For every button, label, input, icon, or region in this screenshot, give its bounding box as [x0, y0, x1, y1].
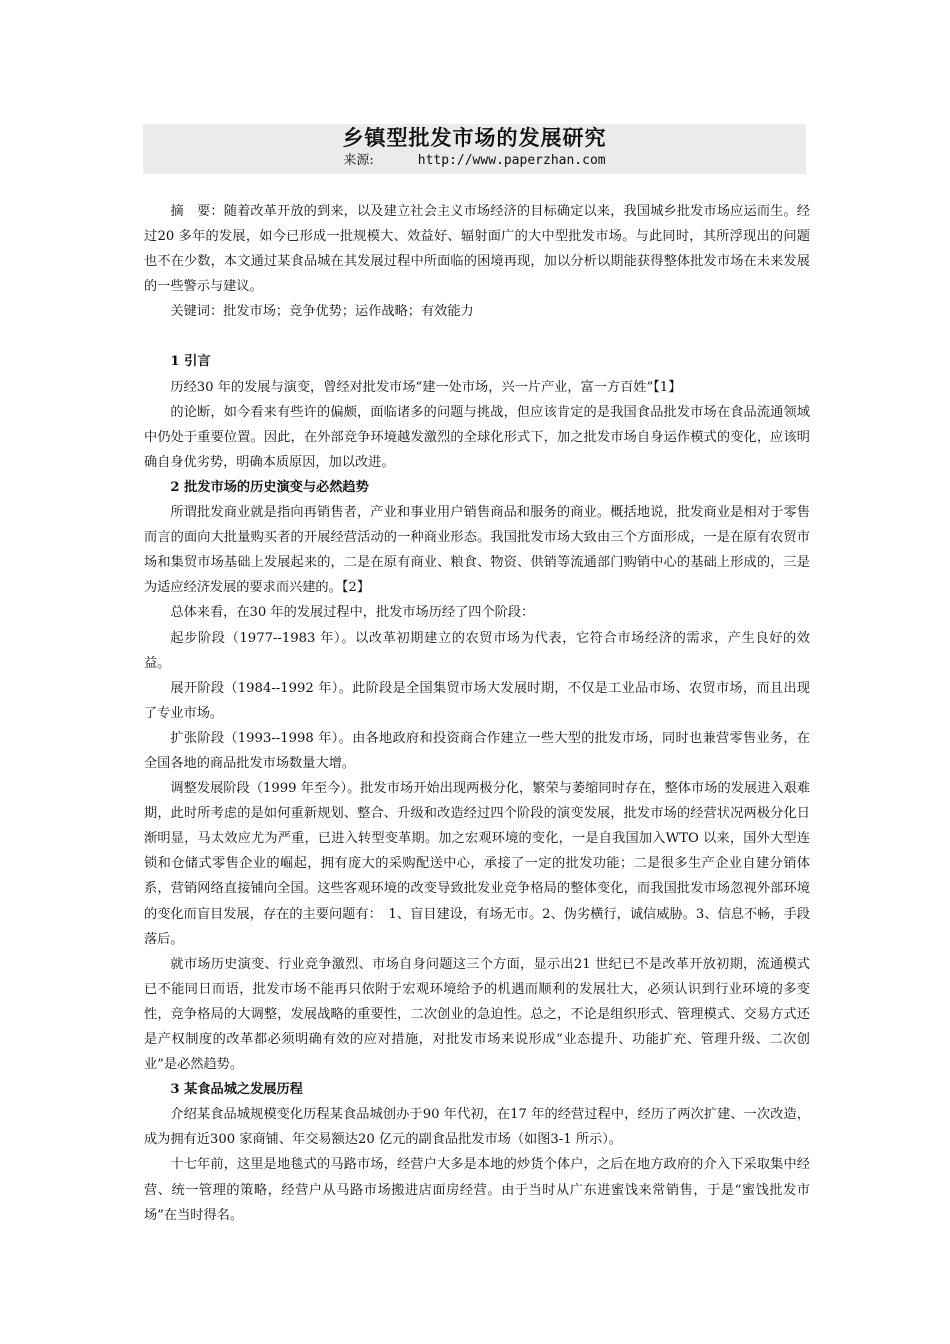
- title-banner: [143, 124, 806, 174]
- paragraph: 十七年前，这里是地毯式的马路市场，经营户大多是本地的炒货个体户，之后在地方政府的介入下采取集中经营、统一管理的策略，经营户从马路市场搬进店面房经营。由于当时从广东进蜜饯来常销售，于是“蜜饯批发市场”在当时得名。: [144, 1157, 810, 1223]
- paragraph: 调整发展阶段（1999 年至今）。批发市场开始出现两极分化，繁荣与萎缩同时存在，整体市场的发展进入艰难期，此时所考虑的是如何重新规划、整合、升级和改造经过四个阶段的演变发展，批发市场的经营状况两极分化日渐明显，马太效应尤为严重，已进入转型变革期。加之宏观环境的变化，一是自我国加入WTO 以来，国外大型连锁和仓储式零售企业的崛起，拥有庞大的采购配送中心，承接了一定的批发功能；二是很多生产企业自建分销体系，营销网络直接铺向全国。这些客观环境的改变导致批发业竞争格局的整体变化，而我国批发市场忽视外部环境的变化而盲目发展，存在的主要问题有： 1、盲目建设，有场无市。2、伪劣横行，诚信威胁。3、信息不畅，手段落后。: [144, 781, 810, 947]
- paragraph: 总体来看，在30 年的发展过程中，批发市场历经了四个阶段：: [170, 605, 535, 621]
- paragraph: 所谓批发商业就是指向再销售者，产业和事业用户销售商品和服务的商业。概括地说，批发商业是相对于零售而言的面向大批量购买者的开展经营活动的一种商业形态。我国批发市场大致由三个方面形成，一是在原有农贸市场和集贸市场基础上发展起来的，二是在原有商业、粮食、物资、供销等流通部门购销中心的基础上形成的，三是为适应经济发展的要求而兴建的。【2】: [144, 505, 810, 596]
- source-label: 来源:: [343, 153, 374, 168]
- keywords-paragraph: 关键词：批发市场；竞争优势；运作战略；有效能力: [170, 304, 474, 320]
- paragraph: 就市场历史演变、行业竞争激烈、市场自身问题这三个方面，显示出21 世纪已不是改革开放初期，流通模式已不能同日而语，批发市场不能再只依附于宏观环境给予的机遇而顺利的发展壮大，必须认识到行业环境的多变性，竞争格局的大调整，发展战略的重要性，二次创业的急迫性。总之，不论是组织形式、管理模式、交易方式还是产权制度的改革都必须明确有效的应对措施，对批发市场来说形成“业态提升、功能扩充、管理升级、二次创业”是必然趋势。: [144, 956, 810, 1073]
- paragraph: 介绍某食品城规模变化历程某食品城创办于90 年代初，在17 年的经营过程中，经历了两次扩建、一次改造，成为拥有近300 家商铺、年交易额达20 亿元的副食品批发市场（如图3-1 所示）。: [144, 1107, 810, 1148]
- section-heading-1: 1 引言: [170, 354, 211, 370]
- abstract-paragraph: 摘 要：随着改革开放的到来，以及建立社会主义市场经济的目标确定以来，我国城乡批发市场应运而生。经过20 多年的发展，如今已形成一批规模大、效益好、辐射面广的大中型批发市场。与此同时，其所浮现出的问题也不在少数，本文通过某食品城在其发展过程中所面临的困境再现，加以分析以期能获得整体批发市场在未来发展的一些警示与建议。: [144, 204, 810, 295]
- article-body: [144, 199, 810, 1228]
- section-heading-2: 2 批发市场的历史演变与必然趋势: [170, 479, 369, 495]
- source-line: [143, 152, 806, 170]
- section-heading-3: 3 某食品城之发展历程: [170, 1082, 303, 1098]
- paragraph: 扩张阶段（1993--1998 年）。由各地政府和投资商合作建立一些大型的批发市场，同时也兼营零售业务，在全国各地的商品批发市场数量大增。: [144, 730, 810, 771]
- spacer: [144, 324, 810, 349]
- paragraph: 起步阶段（1977--1983 年）。以改革初期建立的农贸市场为代表，它符合市场经济的需求，产生良好的效益。: [144, 630, 810, 671]
- paragraph: 历经30 年的发展与演变，曾经对批发市场“建一处市场，兴一片产业，富一方百姓”【1】: [170, 379, 682, 395]
- source-url: http://www.paperzhan.com: [417, 153, 606, 168]
- paragraph: 展开阶段（1984--1992 年）。此阶段是全国集贸市场大发展时期，不仅是工业品市场、农贸市场，而且出现了专业市场。: [144, 680, 810, 721]
- page-title: 乡镇型批发市场的发展研究: [342, 126, 607, 150]
- paragraph: 的论断，如今看来有些许的偏颇，面临诸多的问题与挑战，但应该肯定的是我国食品批发市场在食品流通领域中仍处于重要位置。因此，在外部竞争环境越发激烈的全球化形式下，加之批发市场自身运作模式的变化，应该明确自身优劣势，明确本质原因，加以改进。: [144, 404, 810, 470]
